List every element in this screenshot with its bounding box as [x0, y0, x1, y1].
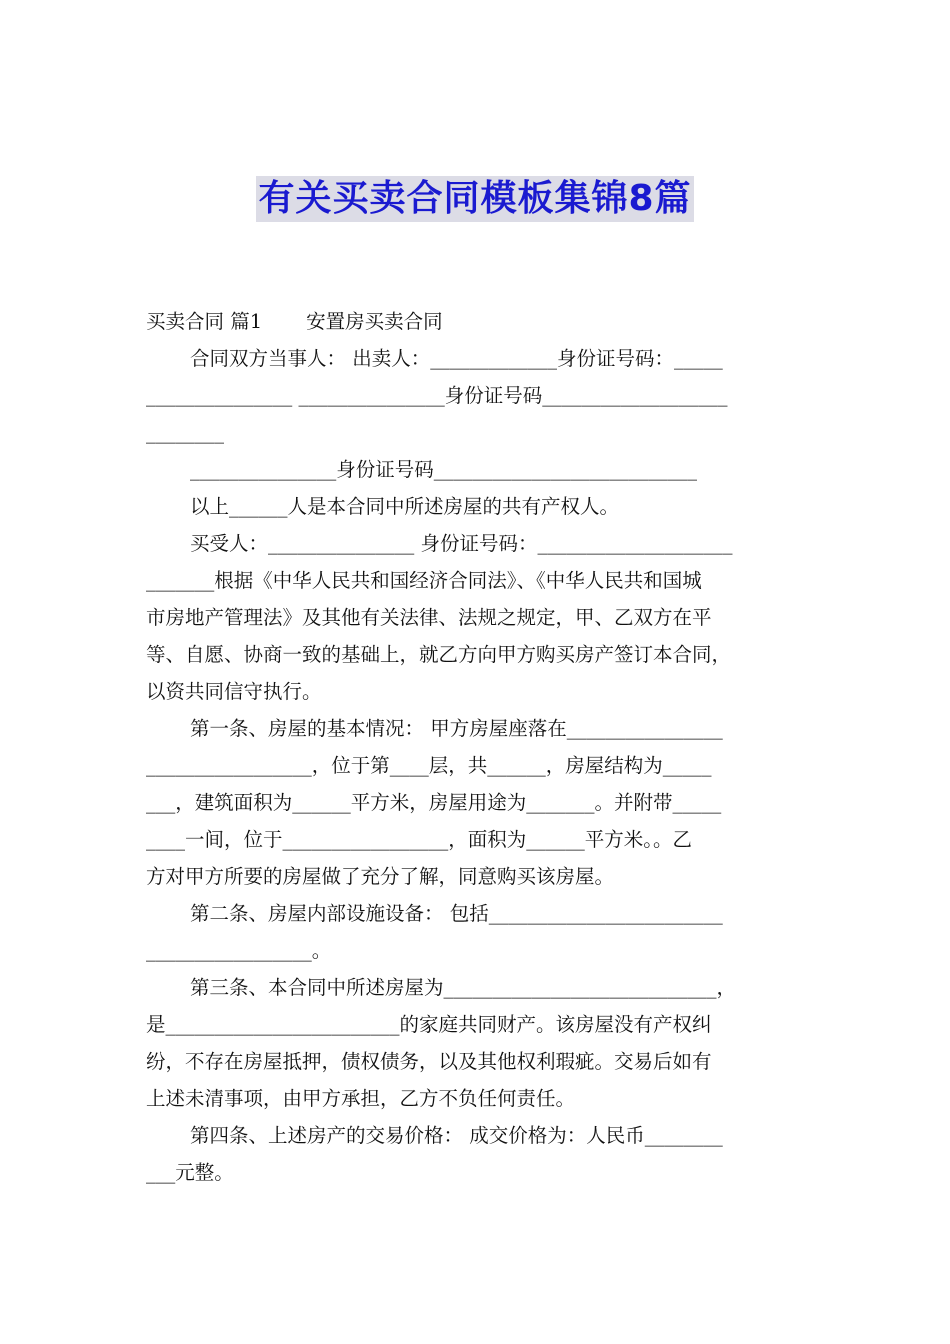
- paragraph-line: 方对甲方所要的房屋做了充分了解，同意购买该房屋。: [146, 865, 615, 888]
- paragraph-line: _________________，位于第____层，共______，房屋结构为_____: [146, 754, 712, 777]
- section-part-label: 买卖合同 篇1: [146, 310, 263, 333]
- paragraph-line: 第二条、房屋内部设施设备： 包括________________________: [190, 902, 723, 925]
- section-subtitle: 安置房买卖合同: [306, 310, 443, 333]
- paragraph-line: ___元整。: [146, 1161, 234, 1184]
- paragraph-line: 第一条、房屋的基本情况： 甲方房屋座落在________________: [190, 717, 723, 740]
- paragraph-line: _______________ _______________身份证号码___________________: [146, 384, 728, 407]
- paragraph-line: 是________________________的家庭共同财产。该房屋没有产权纠: [146, 1013, 712, 1036]
- paragraph-line: 纷，不存在房屋抵押，债权债务，以及其他权利瑕疵。交易后如有: [146, 1050, 712, 1073]
- paragraph-line: _______________身份证号码___________________________: [190, 458, 698, 481]
- paragraph-line: 合同双方当事人： 出卖人：_____________身份证号码：_____: [190, 347, 723, 370]
- paragraph-line: _________________。: [146, 939, 332, 962]
- paragraph-line: ____一间，位于_________________，面积为______平方米。。乙: [146, 828, 693, 851]
- paragraph-line: 第三条、本合同中所述房屋为____________________________，: [190, 976, 737, 999]
- paragraph-line: 等、自愿、协商一致的基础上，就乙方向甲方购买房产签订本合同，: [146, 643, 732, 666]
- paragraph-line: 以资共同信守执行。: [146, 680, 322, 703]
- paragraph-line: 买受人：_______________ 身份证号码：____________________: [190, 532, 733, 555]
- paragraph-line: ___，建筑面积为______平方米，房屋用途为_______。并附带_____: [146, 791, 722, 814]
- paragraph-line: 以上______人是本合同中所述房屋的共有产权人。: [190, 495, 620, 518]
- paragraph-line: _______根据《中华人民共和国经济合同法》、《中华人民共和国城: [146, 569, 702, 592]
- paragraph-line: ________: [146, 421, 224, 444]
- paragraph-line: 上述未清事项，由甲方承担，乙方不负任何责任。: [146, 1087, 576, 1110]
- paragraph-line: 第四条、上述房产的交易价格： 成交价格为：人民币________: [190, 1124, 723, 1147]
- document-title: 有关买卖合同模板集锦8篇: [256, 176, 693, 222]
- paragraph-line: 市房地产管理法》及其他有关法律、法规之规定，甲、乙双方在平: [146, 606, 712, 629]
- document-title-wrap: [0, 176, 950, 222]
- section-heading: [146, 308, 443, 336]
